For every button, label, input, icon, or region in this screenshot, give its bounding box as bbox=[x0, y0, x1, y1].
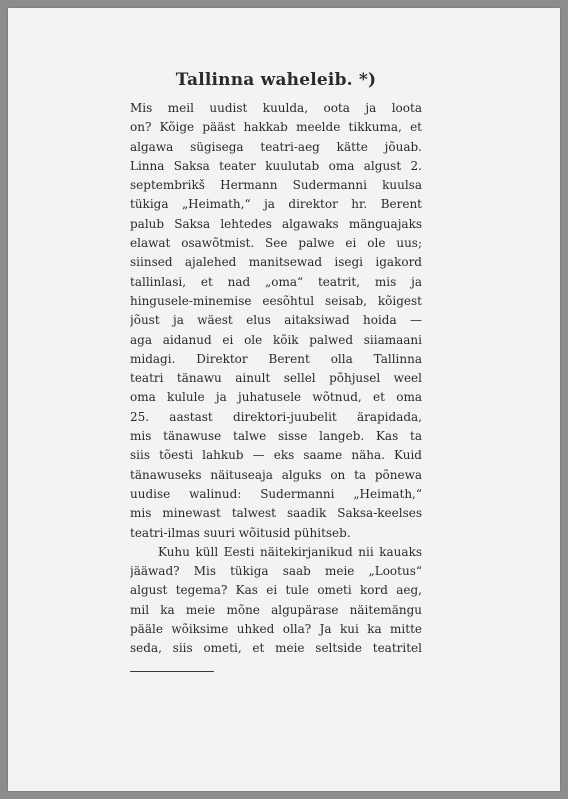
text-line: Mis meil uudist kuulda, oota ja loota bbox=[130, 101, 422, 115]
text-line: mis tänawuse talwe sisse langeb. Kas ta bbox=[130, 429, 422, 444]
text-line: teatri-ilmas suuri wõitusid pühitseb. bbox=[130, 525, 351, 540]
text-line: tallinlasi, et nad „oma“ teatrit, mis ja bbox=[130, 274, 422, 289]
text-line: siis tõesti lahkub — eks saame näha. Kuid bbox=[130, 448, 422, 463]
text-line: uudise walinud: Sudermanni „Heimath,“ bbox=[130, 486, 422, 501]
paragraph-1 bbox=[130, 99, 422, 543]
text-line: Kuhu küll Eesti näitekirjanikud nii kauaks bbox=[158, 544, 422, 559]
text-line: mis minewast talwest saadik Saksa-keelses bbox=[130, 506, 422, 521]
text-line: tänawuseks näituseaja alguks on ta põnewa bbox=[130, 467, 422, 482]
text-line: midagi. Direktor Berent olla Tallinna bbox=[130, 351, 422, 366]
article-title: Tallinna waheleib. *) bbox=[175, 70, 377, 90]
text-line: algust tegema? Kas ei tule ometi kord aeg, bbox=[130, 583, 422, 598]
article bbox=[130, 70, 422, 672]
text-line: seda, siis ometi, et meie seltside teatritel bbox=[130, 641, 422, 656]
text-line: pääle wõiksime uhked olla? Ja kui ka mitte bbox=[130, 622, 422, 637]
text-line: algawa sügisega teatri-aeg kätte jõuab. bbox=[130, 139, 422, 154]
text-line: on? Kõige pääst hakkab meelde tikkuma, et bbox=[130, 120, 422, 135]
text-line: Linna Saksa teater kuulutab oma algust 2. bbox=[130, 158, 422, 173]
text-line: siinsed ajalehed manitsewad isegi igakord bbox=[130, 255, 422, 270]
text-line: tükiga „Heimath,“ ja direktor hr. Berent bbox=[130, 197, 422, 212]
text-line: aga aidanud ei ole kõik palwed siiamaani bbox=[130, 332, 422, 347]
separator-rule bbox=[130, 671, 214, 672]
text-line: jõust ja wäest elus aitaksiwad hoida — bbox=[130, 313, 422, 328]
text-line: teatri tänawu ainult sellel põhjusel weel bbox=[130, 371, 422, 386]
text-line: jääwad? Mis tükiga saab meie „Lootus“ bbox=[130, 564, 422, 579]
text-line: hingusele-minemise eesõhtul seisab, kõigest bbox=[130, 293, 422, 308]
text-line: mil ka meie mõne algupärase näitemängu bbox=[130, 602, 422, 617]
text-line: septembrikš Hermann Sudermanni kuulsa bbox=[130, 178, 422, 193]
text-line: oma kulule ja juhatusele wõtnud, et oma bbox=[130, 390, 422, 405]
text-line: elawat osawõtmist. See palwe ei ole uus; bbox=[130, 236, 422, 251]
paragraph-2 bbox=[130, 543, 422, 659]
text-line: palub Saksa lehtedes algawaks mänguajaks bbox=[130, 216, 422, 231]
text-line: 25. aastast direktori-juubelit ärapidada, bbox=[130, 409, 422, 424]
